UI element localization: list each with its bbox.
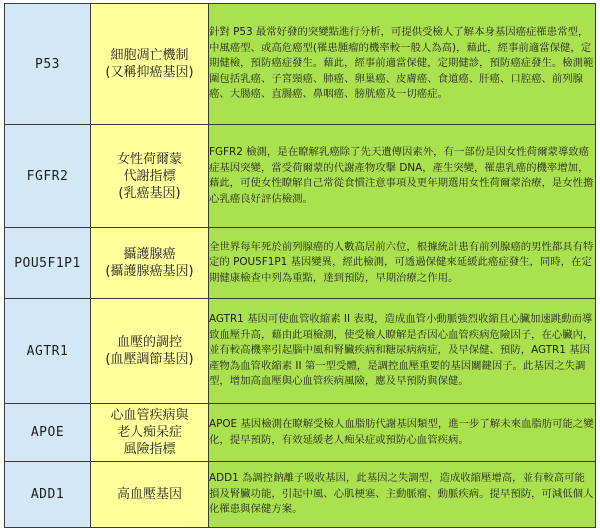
function-label: 細胞凋亡機制	[110, 48, 189, 63]
function-label: 心血管疾病與	[110, 408, 189, 423]
description-cell: 針對 P53 最常好發的突變點進行分析，可提供受檢人了解本身基因癌症罹患常型，中風癌型、或高危癌型(罹患腫瘤的機率較一般人為高)，藉此，經事前適當保健，定期健檢，預防癌症發生。藉此，經事前適當保健，定期健診，預防癌症發生。檢測範圍包括乳癌、子宮頸癌、肺癌、卵巢癌、皮膚癌、食道癌、肝癌、口腔癌、前列腺癌、大腸癌、直腸癌、鼻咽癌、膀胱癌及一切癌症。	[209, 4, 596, 125]
gene-name-cell: FGFR2	[5, 125, 91, 228]
function-label: 女性荷爾蒙	[116, 151, 182, 167]
function-label: (又稱抑癌基因)	[105, 65, 194, 80]
function-cell	[91, 228, 209, 299]
description-cell: FGFR2 檢測，是在瞭解乳癌除了先天遺傳因素外，有一部份是因女性荷爾蒙導致癌症基因突變，當受荷爾蒙的代謝產物攻擊 DNA，產生突變，罹患乳癌的機率增加，藉此，可使女性瞭解自己常從食慣注意事項及更年期選用女性荷爾蒙治療，是女性擔心乳癌良好評估檢測。	[209, 125, 596, 228]
function-label: (乳癌基因)	[118, 185, 181, 201]
table-row	[5, 228, 596, 299]
function-cell	[91, 404, 209, 462]
gene-name-cell: APOE	[5, 404, 91, 462]
function-label: 攝護腺癌	[123, 247, 176, 262]
function-cell	[91, 299, 209, 404]
gene-name-cell: ADD1	[5, 462, 91, 528]
description-cell: 全世界每年死於前列腺癌的人數高居前六位，根據統計患有前列腺癌的男性都具有特定的 POU5F1P1 基因變異，經此檢測，可透過保健來延緩此癌症發生，同時，在定期健康檢查中列為重點，達到預防，早期治療之作用。	[209, 228, 596, 299]
gene-test-table	[4, 3, 596, 528]
table-row	[5, 462, 596, 528]
description-cell: ADD1 為調控鈉離子吸收基因，此基因之失調型，造成收縮壓增高，並有較高可能損及腎臟功能，引起中風、心肌梗塞、主動脈瘤、動脈疾病。提早預防，可減低個人化罹患與保健方案。	[209, 462, 596, 528]
function-label: (血壓調節基因)	[105, 352, 194, 367]
table-row	[5, 404, 596, 462]
table-row	[5, 125, 596, 228]
function-label: 風險指標	[123, 442, 176, 457]
function-cell	[91, 4, 209, 125]
function-label: 老人痴呆症	[116, 425, 182, 440]
function-label: 高血壓基因	[116, 487, 182, 502]
function-label: (攝護腺癌基因)	[105, 264, 194, 279]
gene-name-cell: AGTR1	[5, 299, 91, 404]
function-cell	[91, 462, 209, 528]
gene-name-cell: POU5F1P1	[5, 228, 91, 299]
function-cell	[91, 125, 209, 228]
description-cell: APOE 基因檢測在瞭解受檢人血脂肪代謝基因類型，進一步了解未來血脂肪可能之變化，提早預防，有效延緩老人痴呆症或預防心血管疾病。	[209, 404, 596, 462]
function-label: 血壓的調控	[116, 335, 182, 350]
gene-name-cell: P53	[5, 4, 91, 125]
description-cell: AGTR1 基因可使血管收縮素 II 表現，造成血管小動脈強烈收縮且心臟加速跳動而導致血壓升高，藉由此項檢測，使受檢人瞭解是否因心血管疾病危險因子，在心臟內，並有較高機率引起腦中風和腎臟疾病和糖尿病病症，及早保健、預防，AGTR1 基因產物為血管收縮素 II 第一型受體，是調控血壓重要的基因關鍵因子。此基因之失調型，增加高血壓與心血管疾病風險，應及早預防與保健。	[209, 299, 596, 404]
function-label: 代謝指標	[123, 168, 176, 184]
table-row	[5, 4, 596, 125]
table-row	[5, 299, 596, 404]
